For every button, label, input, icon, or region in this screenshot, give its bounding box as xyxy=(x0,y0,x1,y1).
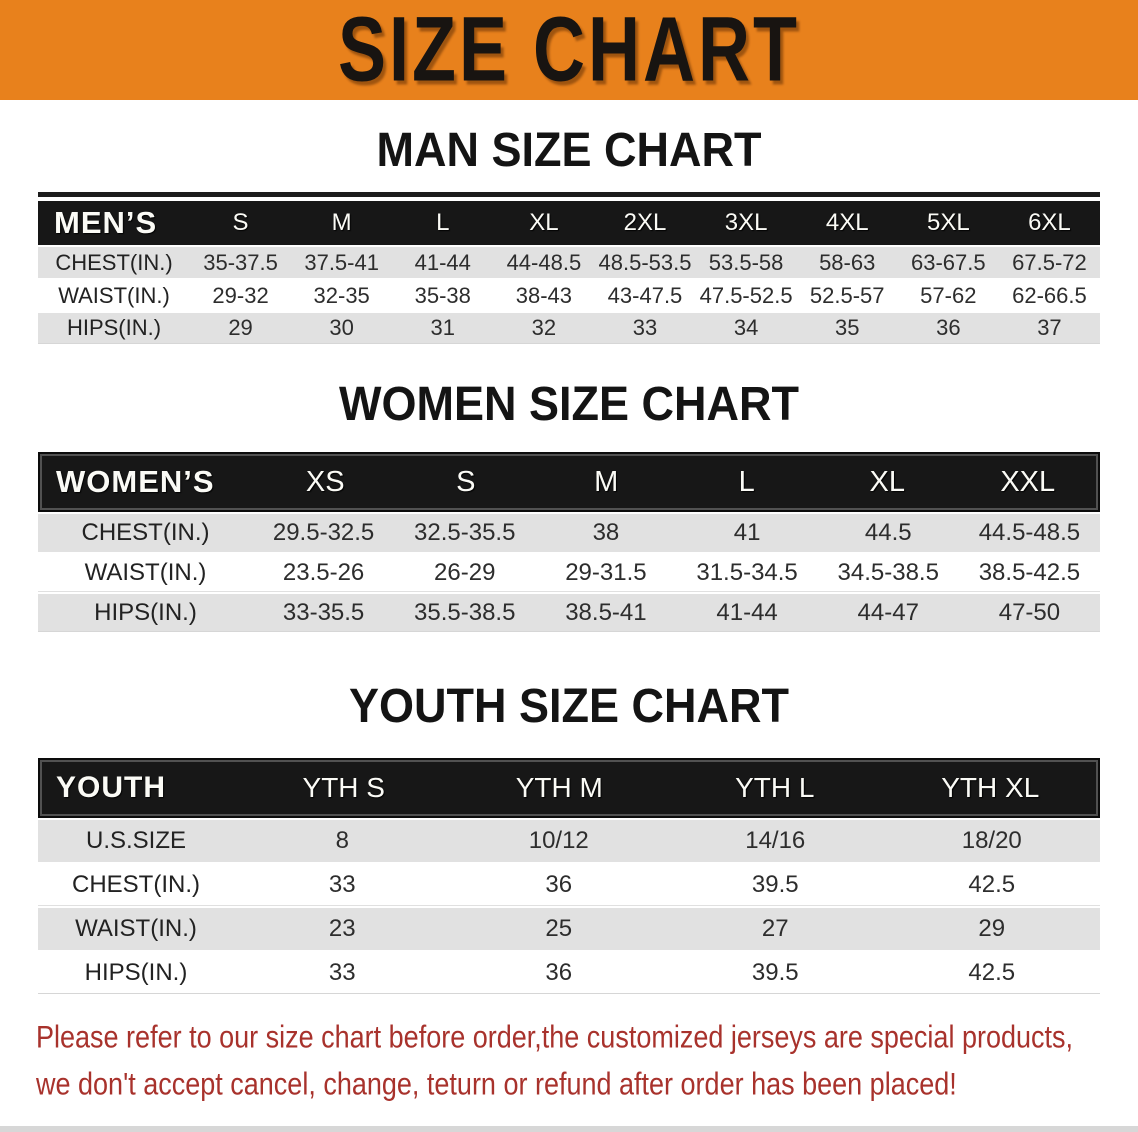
size-value: 43-47.5 xyxy=(607,282,683,308)
size-value: 29-31.5 xyxy=(565,558,647,586)
size-value: 26-29 xyxy=(434,558,496,586)
row-label: WAIST(IN.) xyxy=(75,915,197,942)
size-value: 67.5-72 xyxy=(1012,249,1087,275)
table-row xyxy=(38,864,1100,906)
column-header: M xyxy=(594,465,619,498)
row-label: HIPS(IN.) xyxy=(94,598,197,626)
size-value: 44.5-48.5 xyxy=(978,519,1081,546)
size-value: 44-48.5 xyxy=(506,249,582,275)
size-value: 29-32 xyxy=(212,282,269,308)
banner xyxy=(0,0,1138,100)
womens-size-table xyxy=(38,452,1100,632)
size-value: 57-62 xyxy=(920,282,977,308)
row-label: U.S.SIZE xyxy=(85,827,187,854)
size-value: 42.5 xyxy=(968,870,1016,898)
size-value: 18/20 xyxy=(961,827,1022,854)
size-value: 23 xyxy=(328,915,356,942)
size-value: 14/16 xyxy=(745,827,806,854)
column-header: L xyxy=(738,465,755,498)
notice-line-2: we don't accept cancel, change, teturn or refund after order has been placed! xyxy=(36,1066,957,1101)
size-value: 53.5-58 xyxy=(708,249,784,275)
table-row xyxy=(38,514,1100,552)
table-top-rule xyxy=(38,192,1100,197)
size-value: 35-38 xyxy=(414,282,471,308)
banner-title: SIZE CHART xyxy=(338,0,800,102)
order-notice xyxy=(0,1014,1138,1107)
youth-size-table xyxy=(38,758,1100,994)
column-header: 4XL xyxy=(825,209,869,236)
youth-table-header xyxy=(38,758,1100,818)
column-header: YTH M xyxy=(515,772,603,803)
size-value: 27 xyxy=(761,915,789,942)
size-value: 47-50 xyxy=(998,598,1061,626)
row-label: CHEST(IN.) xyxy=(81,519,210,546)
size-value: 33 xyxy=(328,870,356,898)
mens-size-table xyxy=(38,192,1100,344)
size-value: 38.5-41 xyxy=(565,598,647,626)
womens-table-header xyxy=(38,452,1100,512)
size-value: 35.5-38.5 xyxy=(414,598,516,626)
size-value: 8 xyxy=(335,827,349,854)
size-value: 37 xyxy=(1037,315,1062,340)
size-value: 35-37.5 xyxy=(203,249,278,275)
size-value: 38 xyxy=(592,519,620,546)
table-row xyxy=(38,313,1100,344)
row-label: HIPS(IN.) xyxy=(84,958,188,986)
size-value: 35 xyxy=(834,315,860,340)
bottom-strip xyxy=(0,1126,1138,1132)
row-label: WAIST(IN.) xyxy=(84,558,207,586)
size-value: 47.5-52.5 xyxy=(699,282,793,308)
size-value: 62-66.5 xyxy=(1012,282,1087,308)
size-value: 30 xyxy=(329,315,354,340)
size-value: 39.5 xyxy=(751,958,799,986)
column-header: YTH L xyxy=(735,772,815,803)
size-value: 37.5-41 xyxy=(304,249,379,275)
size-value: 52.5-57 xyxy=(809,282,885,308)
column-header: XL xyxy=(869,465,905,498)
column-header: S xyxy=(232,209,249,236)
size-value: 41-44 xyxy=(414,249,471,275)
size-value: 33-35.5 xyxy=(282,598,365,626)
size-value: 32.5-35.5 xyxy=(414,519,516,546)
row-label: WAIST(IN.) xyxy=(58,282,170,308)
size-value: 29 xyxy=(228,315,253,340)
size-value: 39.5 xyxy=(751,870,799,898)
size-value: 41-44 xyxy=(716,598,778,626)
youth-corner-label: YOUTH xyxy=(56,771,166,804)
column-header: 5XL xyxy=(926,209,970,236)
table-row xyxy=(38,952,1100,994)
size-value: 10/12 xyxy=(528,827,589,854)
size-value: 41 xyxy=(733,519,761,546)
size-value: 34 xyxy=(733,315,759,340)
mens-table-header xyxy=(38,201,1100,245)
size-value: 32-35 xyxy=(313,282,370,308)
notice-line-1: Please refer to our size chart before order,the customized jerseys are special products, xyxy=(36,1019,1074,1055)
column-header: XL xyxy=(529,209,559,236)
size-value: 42.5 xyxy=(968,958,1016,986)
women-section-heading: WOMEN SIZE CHART xyxy=(339,375,799,431)
size-value: 34.5-38.5 xyxy=(837,558,939,586)
size-value: 29.5-32.5 xyxy=(272,519,375,546)
row-label: CHEST(IN.) xyxy=(55,249,173,275)
column-header: XXL xyxy=(1000,465,1056,498)
size-value: 23.5-26 xyxy=(282,558,365,586)
size-value: 63-67.5 xyxy=(911,249,986,275)
table-row xyxy=(38,280,1100,311)
size-value: 33 xyxy=(632,315,658,340)
column-header: XS xyxy=(305,465,345,498)
table-row xyxy=(38,594,1100,632)
size-value: 44.5 xyxy=(864,519,912,546)
size-value: 32 xyxy=(531,315,557,340)
size-value: 44-47 xyxy=(857,598,919,626)
column-header: L xyxy=(436,209,450,236)
size-value: 38.5-42.5 xyxy=(978,558,1081,586)
size-value: 58-63 xyxy=(819,249,876,275)
column-header: 2XL xyxy=(623,209,667,236)
table-row xyxy=(38,908,1100,950)
table-row xyxy=(38,820,1100,862)
size-value: 36 xyxy=(545,870,573,898)
table-row xyxy=(38,247,1100,278)
size-value: 29 xyxy=(978,915,1006,942)
row-label: HIPS(IN.) xyxy=(66,315,162,340)
row-label: CHEST(IN.) xyxy=(72,870,200,898)
size-value: 31 xyxy=(430,315,456,340)
size-value: 25 xyxy=(545,915,573,942)
column-header: S xyxy=(456,465,476,498)
size-value: 38-43 xyxy=(515,282,573,308)
mens-corner-label: MEN’S xyxy=(54,205,158,240)
column-header: M xyxy=(331,209,352,236)
youth-section-heading: YOUTH SIZE CHART xyxy=(348,677,789,733)
womens-corner-label: WOMEN’S xyxy=(56,464,215,499)
column-header: YTH S xyxy=(302,772,385,803)
size-value: 48.5-53.5 xyxy=(598,249,692,275)
column-header: 6XL xyxy=(1028,209,1071,236)
table-row xyxy=(38,554,1100,592)
size-value: 36 xyxy=(545,958,573,986)
column-header: 3XL xyxy=(724,209,768,236)
column-header: YTH XL xyxy=(941,772,1040,803)
size-value: 36 xyxy=(936,315,961,340)
size-value: 33 xyxy=(328,958,356,986)
man-section-heading: MAN SIZE CHART xyxy=(376,121,762,177)
size-value: 31.5-34.5 xyxy=(696,558,798,586)
